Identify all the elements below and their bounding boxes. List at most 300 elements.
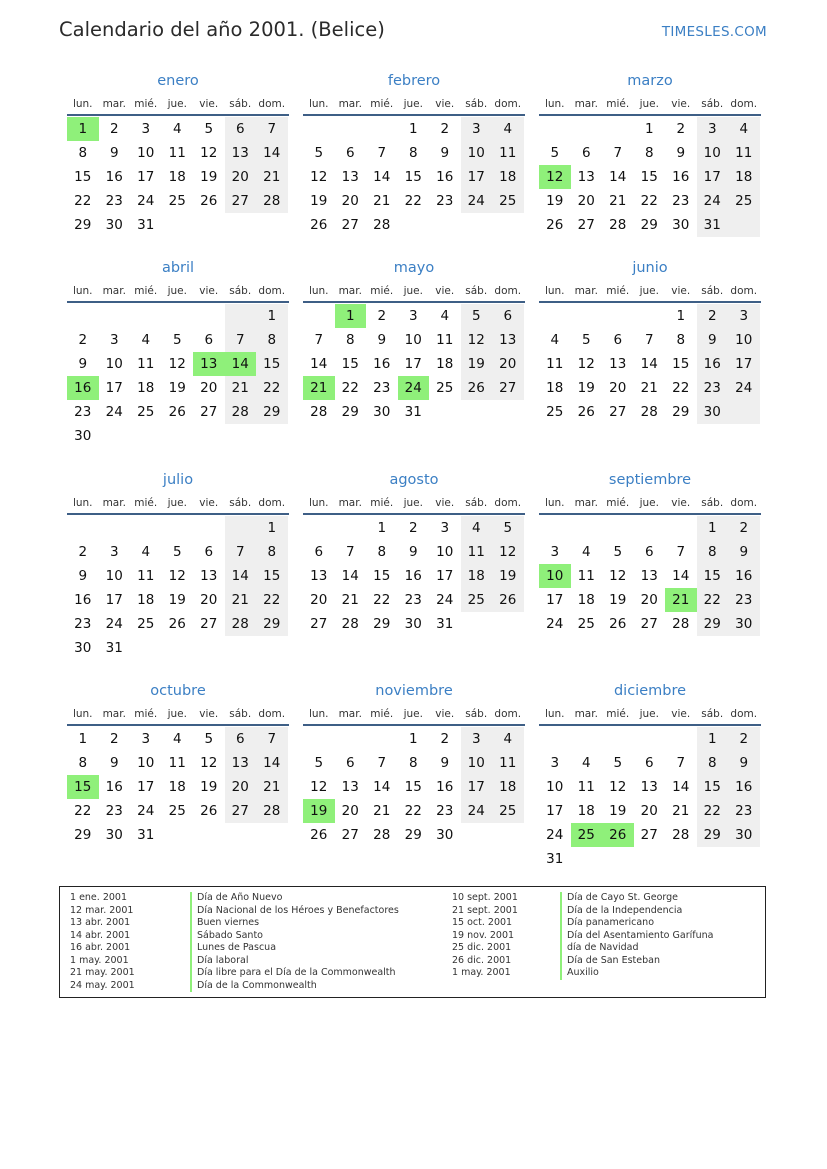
day-cell: 23	[436, 803, 454, 819]
day-cell: 21	[225, 376, 257, 400]
weekday-label: mar.	[102, 285, 126, 297]
day-cell: 29	[74, 217, 92, 233]
day-cell: 15	[67, 775, 99, 799]
day-cell: 13	[577, 169, 595, 185]
legend-holiday-name: Día de Año Nuevo	[190, 892, 282, 905]
day-cell: 22	[672, 380, 690, 396]
weekday-label: dom.	[730, 708, 758, 720]
day-cell: 16	[74, 592, 92, 608]
empty-cell	[634, 727, 666, 751]
day-cell: 3	[550, 544, 560, 560]
day-cell: 22	[341, 380, 359, 396]
month-marzo	[539, 72, 761, 237]
day-cell: 7	[345, 544, 355, 560]
day-cell: 16	[67, 376, 99, 400]
day-cell: 24	[697, 189, 729, 213]
month-octubre	[67, 682, 289, 847]
day-grid	[67, 304, 289, 448]
day-cell: 27	[640, 827, 658, 843]
legend-date: 25 dic. 2001	[452, 942, 512, 953]
empty-cell	[225, 636, 257, 660]
day-cell: 19	[546, 193, 564, 209]
legend-holiday-name: Día laboral	[190, 955, 248, 968]
day-cell: 18	[137, 592, 155, 608]
day-cell: 6	[644, 544, 654, 560]
empty-cell	[162, 516, 194, 540]
day-cell: 25	[436, 380, 454, 396]
day-cell: 3	[408, 308, 418, 324]
month-title: agosto	[389, 472, 439, 488]
empty-cell	[130, 304, 162, 328]
weekday-label: lun.	[544, 98, 565, 110]
day-cell: 28	[609, 217, 627, 233]
empty-cell	[225, 213, 257, 237]
weekday-header	[539, 94, 761, 114]
weekday-label: sáb.	[465, 497, 488, 509]
day-cell: 29	[341, 404, 359, 420]
day-cell: 27	[225, 189, 257, 213]
weekday-header	[303, 281, 525, 301]
day-cell: 23	[697, 376, 729, 400]
weekday-label: vie.	[199, 497, 219, 509]
day-cell: 9	[78, 356, 88, 372]
day-cell: 14	[672, 779, 690, 795]
weekday-label: mié.	[370, 285, 394, 297]
day-cell: 17	[137, 169, 155, 185]
empty-cell	[728, 400, 760, 424]
empty-cell	[303, 117, 335, 141]
empty-cell	[429, 213, 461, 237]
empty-cell	[335, 516, 367, 540]
day-cell: 22	[256, 376, 288, 400]
empty-cell	[193, 424, 225, 448]
day-cell: 30	[74, 640, 92, 656]
day-cell: 1	[408, 731, 418, 747]
day-cell: 5	[492, 516, 524, 540]
day-cell: 5	[172, 332, 182, 348]
empty-cell	[398, 213, 430, 237]
day-cell: 26	[461, 376, 493, 400]
day-cell: 12	[461, 328, 493, 352]
legend-holiday-name: día de Navidad	[560, 942, 638, 955]
day-cell: 12	[577, 356, 595, 372]
month-divider	[539, 513, 761, 515]
empty-cell	[539, 516, 571, 540]
day-cell: 16	[697, 352, 729, 376]
day-cell: 23	[728, 799, 760, 823]
day-cell: 28	[256, 189, 288, 213]
day-cell: 4	[550, 332, 560, 348]
page-title: Calendario del año 2001. (Belice)	[59, 18, 385, 41]
day-cell: 29	[640, 217, 658, 233]
weekday-label: jue.	[167, 497, 187, 509]
weekday-label: dom.	[258, 708, 286, 720]
empty-cell	[461, 823, 493, 847]
weekday-label: sáb.	[465, 98, 488, 110]
legend-date: 21 sept. 2001	[452, 904, 518, 916]
month-divider	[303, 114, 525, 116]
empty-cell	[162, 823, 194, 847]
weekday-label: sáb.	[229, 285, 252, 297]
day-grid	[67, 117, 289, 237]
month-divider	[67, 513, 289, 515]
day-cell: 3	[141, 731, 151, 747]
day-cell: 25	[728, 189, 760, 213]
day-cell: 9	[728, 751, 760, 775]
day-cell: 16	[105, 169, 123, 185]
empty-cell	[303, 304, 335, 328]
day-cell: 2	[78, 332, 88, 348]
day-cell: 9	[440, 755, 450, 771]
day-cell: 28	[225, 400, 257, 424]
day-cell: 3	[550, 755, 560, 771]
legend-date: 1 ene. 2001	[70, 892, 127, 903]
legend-holiday-name: Día de San Esteban	[560, 955, 660, 968]
empty-cell	[728, 847, 760, 871]
day-cell: 7	[256, 727, 288, 751]
legend-holiday-name: Sábado Santo	[190, 930, 263, 943]
day-cell: 3	[141, 121, 151, 137]
weekday-label: vie.	[199, 708, 219, 720]
legend-holiday-name: Día libre para el Día de la Commonwealth	[190, 967, 396, 980]
day-cell: 21	[373, 193, 391, 209]
day-cell: 2	[697, 304, 729, 328]
day-cell: 10	[461, 141, 493, 165]
day-cell: 1	[78, 731, 88, 747]
weekday-label: jue.	[639, 708, 659, 720]
day-cell: 28	[373, 827, 391, 843]
day-cell: 7	[377, 145, 387, 161]
day-cell: 16	[436, 779, 454, 795]
day-cell: 31	[137, 827, 155, 843]
day-cell: 25	[137, 616, 155, 632]
day-cell: 24	[546, 616, 564, 632]
day-cell: 15	[404, 779, 422, 795]
day-grid	[303, 117, 525, 237]
day-cell: 5	[613, 544, 623, 560]
day-cell: 20	[200, 592, 218, 608]
day-cell: 30	[373, 404, 391, 420]
day-cell: 22	[404, 803, 422, 819]
empty-cell	[67, 516, 99, 540]
day-cell: 13	[492, 328, 524, 352]
day-cell: 13	[341, 779, 359, 795]
day-cell: 13	[225, 141, 257, 165]
day-cell: 11	[436, 332, 454, 348]
empty-cell	[492, 823, 524, 847]
day-cell: 14	[640, 356, 658, 372]
day-cell: 13	[640, 568, 658, 584]
weekday-header	[67, 493, 289, 513]
legend-date: 1 may. 2001	[70, 954, 129, 966]
day-cell: 23	[74, 616, 92, 632]
day-cell: 25	[168, 803, 186, 819]
weekday-label: vie.	[671, 708, 691, 720]
legend-holiday-name: Día de la Commonwealth	[190, 980, 317, 993]
month-divider	[539, 301, 761, 303]
weekday-label: mar.	[102, 98, 126, 110]
empty-cell	[225, 424, 257, 448]
legend-date: 14 abr. 2001	[70, 929, 131, 941]
weekday-label: mar.	[574, 98, 598, 110]
day-cell: 13	[640, 779, 658, 795]
empty-cell	[634, 516, 666, 540]
day-cell: 10	[546, 779, 564, 795]
weekday-label: lun.	[72, 708, 93, 720]
month-title: marzo	[627, 73, 673, 89]
day-cell: 24	[546, 827, 564, 843]
day-cell: 2	[676, 121, 686, 137]
legend-holiday-name: Buen viernes	[190, 917, 259, 930]
day-cell: 10	[436, 544, 454, 560]
day-cell: 10	[105, 356, 123, 372]
day-cell: 25	[168, 193, 186, 209]
legend-date: 26 dic. 2001	[452, 954, 512, 966]
day-cell: 9	[728, 540, 760, 564]
day-cell: 27	[200, 616, 218, 632]
day-cell: 14	[225, 564, 257, 588]
empty-cell	[539, 727, 571, 751]
day-grid	[303, 727, 525, 847]
legend-date: 19 nov. 2001	[452, 929, 515, 941]
day-cell: 6	[314, 544, 324, 560]
empty-cell	[429, 400, 461, 424]
day-cell: 21	[303, 376, 335, 400]
day-cell: 18	[577, 803, 595, 819]
day-cell: 4	[581, 544, 591, 560]
empty-cell	[162, 424, 194, 448]
day-cell: 4	[440, 308, 450, 324]
day-cell: 11	[577, 779, 595, 795]
day-cell: 15	[672, 356, 690, 372]
weekday-label: vie.	[199, 98, 219, 110]
day-cell: 5	[204, 121, 214, 137]
day-cell: 29	[373, 616, 391, 632]
month-enero	[67, 72, 289, 237]
day-cell: 3	[728, 304, 760, 328]
empty-cell	[602, 304, 634, 328]
day-cell: 21	[665, 588, 697, 612]
empty-cell	[602, 727, 634, 751]
day-grid	[539, 727, 761, 871]
day-cell: 24	[461, 799, 493, 823]
brand-link[interactable]: TIMESLES.COM	[661, 24, 767, 40]
day-cell: 29	[697, 612, 729, 636]
day-cell: 7	[225, 328, 257, 352]
month-divider	[539, 724, 761, 726]
day-cell: 25	[577, 616, 595, 632]
day-cell: 1	[408, 121, 418, 137]
day-cell: 8	[697, 540, 729, 564]
weekday-label: jue.	[639, 98, 659, 110]
day-cell: 31	[697, 213, 729, 237]
day-cell: 22	[74, 193, 92, 209]
month-title: julio	[162, 472, 194, 488]
day-cell: 9	[377, 332, 387, 348]
empty-cell	[461, 213, 493, 237]
weekday-label: lun.	[544, 497, 565, 509]
day-cell: 13	[200, 568, 218, 584]
holiday-legend	[59, 886, 766, 998]
day-cell: 21	[256, 165, 288, 189]
empty-cell	[539, 304, 571, 328]
day-cell: 15	[697, 775, 729, 799]
weekday-label: mar.	[338, 708, 362, 720]
day-cell: 29	[672, 404, 690, 420]
day-cell: 23	[105, 803, 123, 819]
day-cell: 20	[640, 803, 658, 819]
day-cell: 16	[105, 779, 123, 795]
weekday-label: sáb.	[701, 497, 724, 509]
weekday-label: lun.	[72, 285, 93, 297]
day-cell: 4	[141, 332, 151, 348]
legend-column-right	[452, 892, 713, 980]
empty-cell	[130, 516, 162, 540]
day-cell: 19	[609, 803, 627, 819]
day-cell: 27	[310, 616, 328, 632]
empty-cell	[67, 304, 99, 328]
day-cell: 17	[105, 592, 123, 608]
empty-cell	[193, 636, 225, 660]
empty-cell	[665, 727, 697, 751]
weekday-header	[67, 281, 289, 301]
day-cell: 19	[303, 799, 335, 823]
day-cell: 13	[310, 568, 328, 584]
weekday-label: mar.	[574, 708, 598, 720]
day-cell: 11	[461, 540, 493, 564]
day-cell: 3	[440, 520, 450, 536]
day-cell: 20	[225, 775, 257, 799]
day-cell: 25	[492, 189, 524, 213]
legend-row	[70, 942, 399, 955]
empty-cell	[256, 213, 288, 237]
legend-row	[452, 967, 713, 980]
month-septiembre	[539, 471, 761, 636]
day-cell: 20	[341, 193, 359, 209]
weekday-label: jue.	[167, 98, 187, 110]
day-cell: 19	[200, 169, 218, 185]
weekday-label: dom.	[258, 98, 286, 110]
day-cell: 21	[640, 380, 658, 396]
month-divider	[67, 114, 289, 116]
day-grid	[303, 304, 525, 424]
weekday-label: mié.	[606, 285, 630, 297]
day-cell: 17	[105, 380, 123, 396]
month-febrero	[303, 72, 525, 237]
legend-holiday-name: Día panamericano	[560, 917, 654, 930]
day-cell: 11	[492, 751, 524, 775]
empty-cell	[571, 516, 603, 540]
weekday-label: mié.	[606, 497, 630, 509]
day-cell: 18	[577, 592, 595, 608]
empty-cell	[665, 516, 697, 540]
day-cell: 18	[492, 775, 524, 799]
weekday-label: mié.	[134, 497, 158, 509]
day-cell: 1	[676, 308, 686, 324]
day-cell: 10	[404, 332, 422, 348]
month-julio	[67, 471, 289, 660]
weekday-label: sáb.	[229, 497, 252, 509]
day-grid	[67, 727, 289, 847]
weekday-label: vie.	[435, 497, 455, 509]
day-grid	[303, 516, 525, 636]
day-cell: 6	[225, 117, 257, 141]
weekday-label: mié.	[606, 98, 630, 110]
weekday-header	[303, 704, 525, 724]
empty-cell	[303, 727, 335, 751]
weekday-label: mié.	[606, 708, 630, 720]
weekday-label: dom.	[494, 285, 522, 297]
day-cell: 11	[168, 755, 186, 771]
weekday-label: dom.	[494, 98, 522, 110]
day-cell: 12	[168, 356, 186, 372]
day-cell: 15	[341, 356, 359, 372]
weekday-label: sáb.	[701, 708, 724, 720]
weekday-label: lun.	[308, 708, 329, 720]
day-cell: 24	[461, 189, 493, 213]
day-cell: 3	[461, 727, 493, 751]
day-cell: 1	[644, 121, 654, 137]
weekday-label: sáb.	[465, 708, 488, 720]
weekday-label: mié.	[134, 708, 158, 720]
day-cell: 9	[408, 544, 418, 560]
weekday-label: lun.	[72, 497, 93, 509]
day-cell: 20	[341, 803, 359, 819]
day-cell: 21	[341, 592, 359, 608]
weekday-header	[67, 94, 289, 114]
weekday-label: mar.	[102, 497, 126, 509]
day-cell: 3	[109, 332, 119, 348]
day-cell: 16	[436, 169, 454, 185]
day-cell: 4	[492, 117, 524, 141]
month-title: mayo	[393, 260, 435, 276]
legend-column-left	[70, 892, 399, 992]
legend-row	[70, 917, 399, 930]
day-cell: 26	[602, 823, 634, 847]
day-cell: 20	[310, 592, 328, 608]
day-cell: 12	[609, 568, 627, 584]
empty-cell	[256, 424, 288, 448]
day-cell: 26	[546, 217, 564, 233]
day-cell: 12	[539, 165, 571, 189]
month-divider	[303, 724, 525, 726]
day-cell: 19	[310, 193, 328, 209]
legend-row	[452, 892, 713, 905]
day-cell: 26	[609, 616, 627, 632]
day-cell: 18	[546, 380, 564, 396]
day-cell: 31	[546, 851, 564, 867]
day-cell: 17	[461, 165, 493, 189]
day-cell: 18	[436, 356, 454, 372]
day-cell: 4	[581, 755, 591, 771]
day-cell: 28	[373, 217, 391, 233]
day-cell: 3	[461, 117, 493, 141]
legend-row	[70, 955, 399, 968]
day-cell: 4	[492, 727, 524, 751]
day-cell: 20	[609, 380, 627, 396]
empty-cell	[697, 847, 729, 871]
day-cell: 30	[404, 616, 422, 632]
day-cell: 9	[440, 145, 450, 161]
legend-row	[70, 892, 399, 905]
legend-date: 1 may. 2001	[452, 967, 511, 978]
day-cell: 27	[225, 799, 257, 823]
day-cell: 30	[728, 823, 760, 847]
day-cell: 27	[577, 217, 595, 233]
day-cell: 7	[676, 755, 686, 771]
weekday-label: mar.	[102, 708, 126, 720]
legend-row	[452, 905, 713, 918]
